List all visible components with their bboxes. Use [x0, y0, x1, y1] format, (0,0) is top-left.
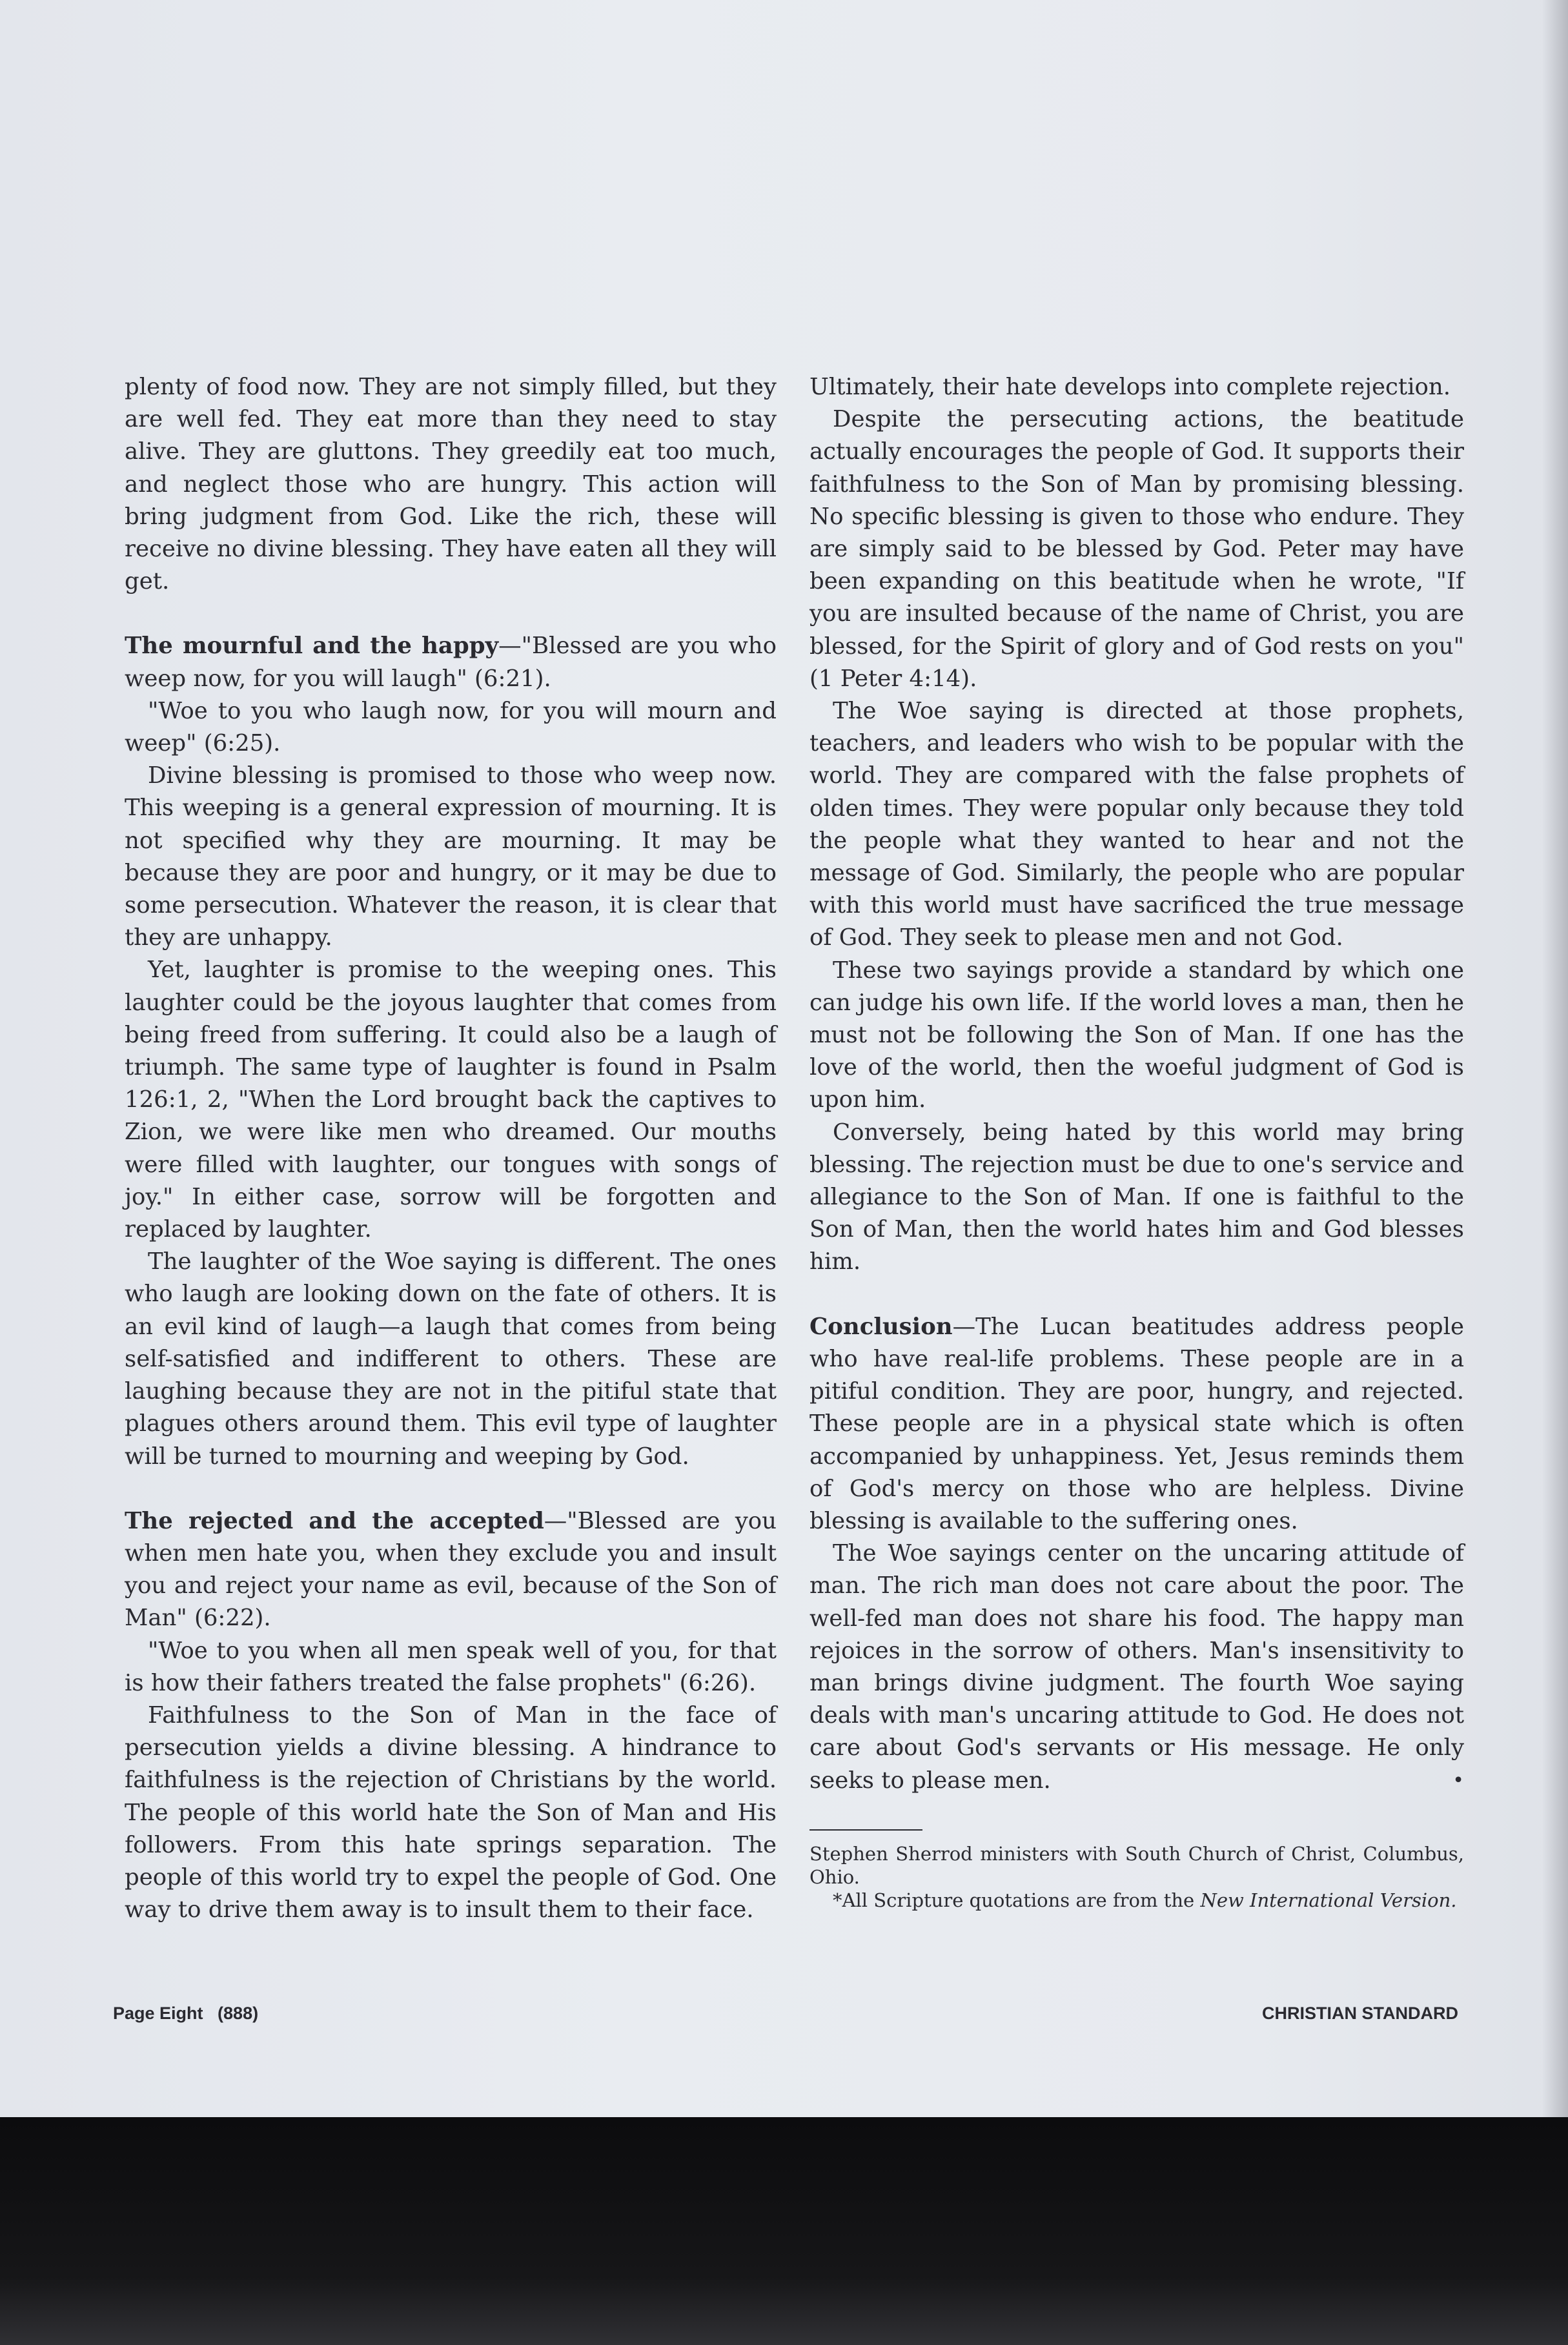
page-label: Page Eight	[113, 2004, 203, 2023]
paragraph: "Woe to you who laugh now, for you will mourn and weep" (6:25).	[125, 697, 777, 757]
scripture-version-title: New International Version.	[1200, 1889, 1457, 1911]
paragraph: Faithfulness to the Son of Man in the face of persecution yields a divine blessing. A hindrance to faithfulness is the rejection of Christians by the world. The people of this world hate the Son of Man and His followers. From this hate springs separation. The people of this world try to expel the people of God. One way to drive them away is to insult them to their face.	[125, 1701, 777, 1924]
section-quote: —"Blessed are you who weep now, for you will laugh" (6:21).	[125, 633, 777, 692]
page-number-footer	[113, 2004, 258, 2024]
footnote-divider	[809, 1829, 922, 1831]
paragraph: Ultimately, their hate develops into complete rejection.	[809, 374, 1451, 400]
paragraph: plenty of food now. They are not simply filled, but they are well fed. They eat more than they need to stay alive. They are gluttons. They greedily eat too much, and neglect those who are hungry. This action will bring judgment from God. Like the rich, these will receive no divine blessing. They have eaten all they will get.	[125, 374, 777, 595]
section-mournful	[125, 630, 777, 695]
left-column	[125, 371, 777, 1926]
section-text: —The Lucan beatitudes address people who have real-life problems. These people are in a pitiful condition. They are poor, hungry, and rejected. These people are in a physical state which is often accompanied by unhappiness. Yet, Jesus reminds them of God's mercy on those who are helpless. Divine blessing is available to the suffering ones.	[809, 1313, 1464, 1534]
paragraph: These two sayings provide a standard by which one can judge his own life. If the world loves a man, then he must not be following the Son of Man. If one has the love of the world, then the woeful judgment of God is upon him.	[809, 957, 1464, 1113]
section-heading: The rejected and the accepted	[125, 1507, 544, 1534]
page-number: (888)	[218, 2004, 259, 2023]
section-heading: The mournful and the happy	[125, 633, 499, 660]
paragraph-text: The Woe sayings center on the uncaring attitude of man. The rich man does not care about the poor. The well-fed man does not share his food. The happy man rejoices in the sorrow of others. Man's insensitivity to man brings divine judgment. The fourth Woe saying deals with man's uncaring attitude to God. He does not care about God's servants or His message. He only seeks to please men.	[809, 1540, 1464, 1794]
scripture-note-prefix: *All Scripture quotations are from the	[833, 1889, 1201, 1911]
publication-name: CHRISTIAN STANDARD	[1262, 2004, 1458, 2023]
paragraph: Divine blessing is promised to those who weep now. This weeping is a general expression of mourning. It is not specified why they are mourning. It may be because they are poor and hungry, or it may be due to some persecution. Whatever the reason, it is clear that they are unhappy.	[125, 762, 777, 951]
paragraph	[809, 1538, 1464, 1797]
right-column	[809, 371, 1464, 1912]
section-conclusion	[809, 1311, 1464, 1538]
paragraph: The Woe saying is directed at those prophets, teachers, and leaders who wish to be popular with the world. They are compared with the false prophets of olden times. They were popular only because they told the people what they wanted to hear and not the message of God. Similarly, the people who are popular with this world must have sacrificed the true message of God. They seek to please men and not God.	[809, 698, 1464, 951]
paragraph: The laughter of the Woe saying is different. The ones who laugh are looking down on the fate of others. It is an evil kind of laugh—a laugh that comes from being self-satisfied and indifferent to others. These are laughing because they are not in the pitiful state that plagues others around them. This evil type of laughter will be turned to mourning and weeping by God.	[125, 1248, 777, 1470]
paragraph: Despite the persecuting actions, the beatitude actually encourages the people of God. It supports their faithfulness to the Son of Man by promising blessing. No specific blessing is given to those who endure. They are simply said to be blessed by God. Peter may have been expanding on this beatitude when he wrote, "If you are insulted because of the name of Christ, you are blessed, for the Spirit of glory and of God rests on you" (1 Peter 4:14).	[809, 406, 1464, 692]
paragraph: "Woe to you when all men speak well of you, for that is how their fathers treated the false prophets" (6:26).	[125, 1637, 777, 1696]
scripture-note	[809, 1889, 1464, 1912]
section-heading: Conclusion	[809, 1313, 953, 1340]
end-of-article-mark: •	[1452, 1769, 1464, 1792]
paragraph: Conversely, being hated by this world may bring blessing. The rejection must be due to one's service and allegiance to the Son of Man. If one is faithful to the Son of Man, then the world hates him and God blesses him.	[809, 1119, 1464, 1275]
dark-background	[0, 2117, 1568, 2345]
author-note: Stephen Sherrod ministers with South Church of Christ, Columbus, Ohio.	[809, 1842, 1464, 1888]
section-rejected	[125, 1505, 777, 1635]
section-quote: —"Blessed are you when men hate you, when they exclude you and insult you and reject your name as evil, because of the Son of Man" (6:22).	[125, 1507, 777, 1632]
paragraph: Yet, laughter is promise to the weeping ones. This laughter could be the joyous laughter that comes from being freed from suffering. It could also be a laugh of triumph. The same type of laughter is found in Psalm 126:1, 2, "When the Lord brought back the captives to Zion, we were like men who dreamed. Our mouths were filled with laughter, our tongues with songs of joy." In either case, sorrow will be forgotten and replaced by laughter.	[125, 957, 777, 1243]
